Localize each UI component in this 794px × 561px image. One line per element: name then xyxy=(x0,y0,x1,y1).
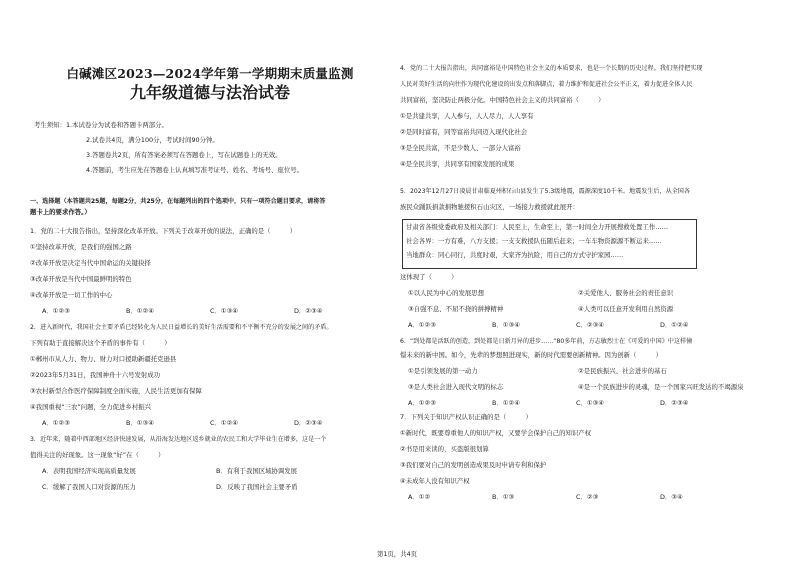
q1-option-3: ③改革开放是当代中国最鲜明的特色 xyxy=(30,275,132,283)
q4-option-2: ②是同时富有，同等富裕共同迈入现代化社会 xyxy=(400,128,528,136)
q1-choice-c: C．①③④ xyxy=(210,307,239,315)
q2-option-1: ①郴州市从人力、物力、财力对口援助新疆托克逊县 xyxy=(30,355,177,363)
q6-option-4: ④是一个民族进步的灵魂，是一个国家兴旺发达的不竭源泉 xyxy=(578,383,744,391)
q5-option-1: ①以人民为中心的发展思想 xyxy=(408,289,485,297)
q3-stem-1: 3．近年来，随着中西部地区经济快速发展，从沿海发达地区返乡就业的农民工和大学毕业生在增多，这是一个 xyxy=(30,436,327,443)
q6-choice-c: C．①③④ xyxy=(576,399,605,407)
q6-stem-2: 憬未来的新中国。如今，先辈的梦想照进现实，新的时代需要创新精神。因为创新（ ） xyxy=(400,351,663,359)
section-heading-line-2: 题卡上的要求作答。） xyxy=(30,208,91,216)
q5-option-3: ③自强不息、不屈不挠的拼搏精神 xyxy=(408,305,504,313)
q1-stem: 1．党的二十大报告指出，坚持深化改革开放。下列关于改革开放的说法，正确的是（ ） xyxy=(30,227,297,235)
q3-stem-2: 值得关注的好现象。这一现象“好”在（ ） xyxy=(30,451,165,459)
q6-option-2: ②是民族振兴、社会进步的基石 xyxy=(578,367,667,375)
q1-option-4: ④改革开放是一切工作的中心 xyxy=(30,291,113,299)
q7-option-4: ④未成年人没有知识产权 xyxy=(400,477,470,485)
q4-option-1: ①是共建共享，人人参与，人人尽力，人人享有 xyxy=(400,112,534,120)
q2-choice-d: D．②③④ xyxy=(294,419,323,427)
notice-line-2: 2.试卷共4页，满分100分，考试时间90分钟。 xyxy=(86,136,219,144)
q2-choice-b: B．①③④ xyxy=(126,419,154,427)
q7-option-1: ①新时代，既要尊重他人的知识产权，又要学会保护自己的知识产权 xyxy=(400,429,592,437)
q6-option-1: ①是引领发展的第一动力 xyxy=(408,367,478,375)
q1-option-2: ②改革开放是决定当代中国命运的关键抉择 xyxy=(30,259,151,267)
page-footer: 第1页，共4页 xyxy=(376,550,418,558)
q4-stem-1: 4．党的二十大报告指出，共同富裕是中国特色社会主义的本质要求，也是一个长期的历史过程。我们坚持把实现 xyxy=(400,65,703,72)
q5-stem-3: 这体现了（ ） xyxy=(400,273,458,281)
q6-choice-b: B．①②④ xyxy=(492,399,520,407)
exam-title: 白碱滩区2023—2024学年第一学期期末质量监测 xyxy=(66,66,354,81)
q3-choice-b: B．有利于我国区域协调发展 xyxy=(216,467,298,475)
q1-option-1: ①坚持改革开放，是我们的强国之路 xyxy=(30,243,132,251)
q2-stem-2: 下列有助于直接解决这个矛盾的事件有（ ） xyxy=(30,339,171,347)
notice-line-1: 考生须知：1.本试卷分为试卷和答题卡两部分。 xyxy=(34,121,168,129)
q5-material-line-1: 甘肃省各级党委政府及相关部门：人民至上，生命至上，第一时间全力开展搜救处置工作…… xyxy=(406,223,669,231)
q5-option-2: ②关爱他人、服务社会的责任意识 xyxy=(578,289,674,297)
q5-material-line-3: 当地群众：同心同行，共度时艰，大家齐为抗险，用自己的方式守护家园…… xyxy=(406,251,624,259)
q7-stem: 7．下列关于知识产权认识正确的是（ ） xyxy=(400,413,532,421)
q3-choice-c: C．缓解了我国人口对资源的压力 xyxy=(42,483,136,491)
q2-choice-c: C．①②④ xyxy=(210,419,239,427)
q2-option-3: ③农村新型合作医疗保障制度全面实施，人民生活更加有保障 xyxy=(30,387,202,395)
q5-option-4: ④人类可以任意开发利用自然资源 xyxy=(578,305,674,313)
q6-choice-a: A．①②③ xyxy=(408,399,436,407)
notice-line-3: 3.答题卷共2页，所有答案必须写在答题卷上，写在试题卷上的无效。 xyxy=(86,151,282,159)
exam-subtitle: 九年级道德与法治试卷 xyxy=(129,83,290,102)
q5-stem-1: 5．2023年12月27日凌晨甘肃临夏州积石山县发生了5.3级地震，震源深度10千米。地震发生后，从全国各 xyxy=(400,188,690,195)
q7-choice-a: A．①② xyxy=(408,493,431,501)
q4-option-3: ③是全民共富，不是少数人、一部分人富裕 xyxy=(400,144,521,152)
q1-choice-d: D．②③④ xyxy=(294,307,323,315)
q5-choice-d: D．①②④ xyxy=(660,321,689,329)
q4-option-4: ④是全民共享，共同享有国家发展的成果 xyxy=(400,160,515,168)
q5-stem-2: 族民众踊跃捐款捐物驰援积石山灾区，一场接力救援就此展开： xyxy=(400,203,579,211)
section-heading-line-1: 一、选择题（本答题共25题，每题2分，共25分，在每题列出的四个选项中，只有一项符合题目要求，请将答 xyxy=(30,198,326,205)
q2-stem-1: 2．进入新时代，我国社会主要矛盾已经转化为人民日益增长的美好生活需要和不平衡不充分的发展之间的矛盾。 xyxy=(30,324,333,331)
q7-option-2: ②书是用来读的，买盗版很划算 xyxy=(400,445,489,453)
q7-option-3: ③我们要对自己的发明创造成果及时申请专利和保护 xyxy=(400,461,547,469)
q7-choice-b: B．①③ xyxy=(492,493,515,501)
notice-line-4: 4.答题前，考生应先在答题卷上认真填写准考证号、姓名、考场号、座位号。 xyxy=(86,166,303,174)
q2-option-2: ②2023年5月31日，我国神舟十六号发射成功 xyxy=(30,371,161,379)
q3-choice-a: A．表明我国经济实现高质量发展 xyxy=(42,467,136,475)
q1-choice-a: A．①②③ xyxy=(42,307,70,315)
q5-choice-c: C．②③④ xyxy=(576,321,605,329)
q1-choice-b: B．①②④ xyxy=(126,307,154,315)
q5-choice-b: B．①③④ xyxy=(492,321,520,329)
q6-stem-1: 6．“到处都是活跃的创造，到处都是日新月异的进步……”80多年前，方志敏烈士在《可爱的中国》中这样憧 xyxy=(400,338,693,345)
q4-stem-2: 人民对美好生活的向往作为现代化建设的出发点和落脚点，着力维护和促进社会公平正义，着力促进全体人民 xyxy=(400,81,693,88)
q5-material-line-2: 社会各界：一方有难，八方支援；一支支救援队伍随后赶来；一车车物资源源不断运来…… xyxy=(406,237,662,245)
q2-option-4: ④我国重视“三农”问题，全力促进乡村振兴 xyxy=(30,403,151,411)
q7-choice-c: C．②③ xyxy=(576,493,599,501)
q6-choice-d: D．②③④ xyxy=(660,399,689,407)
q6-option-3: ③是人类社会进入现代文明的标志 xyxy=(408,383,504,391)
q3-choice-d: D．反映了我国社会主要矛盾 xyxy=(216,483,298,491)
q2-choice-a: A．①②③ xyxy=(42,419,70,427)
q7-choice-d: D．③④ xyxy=(660,493,683,501)
q5-choice-a: A．①②③ xyxy=(408,321,436,329)
q4-stem-3: 共同富裕，坚决防止两极分化。中国特色社会主义的共同富裕（ ） xyxy=(400,96,605,104)
